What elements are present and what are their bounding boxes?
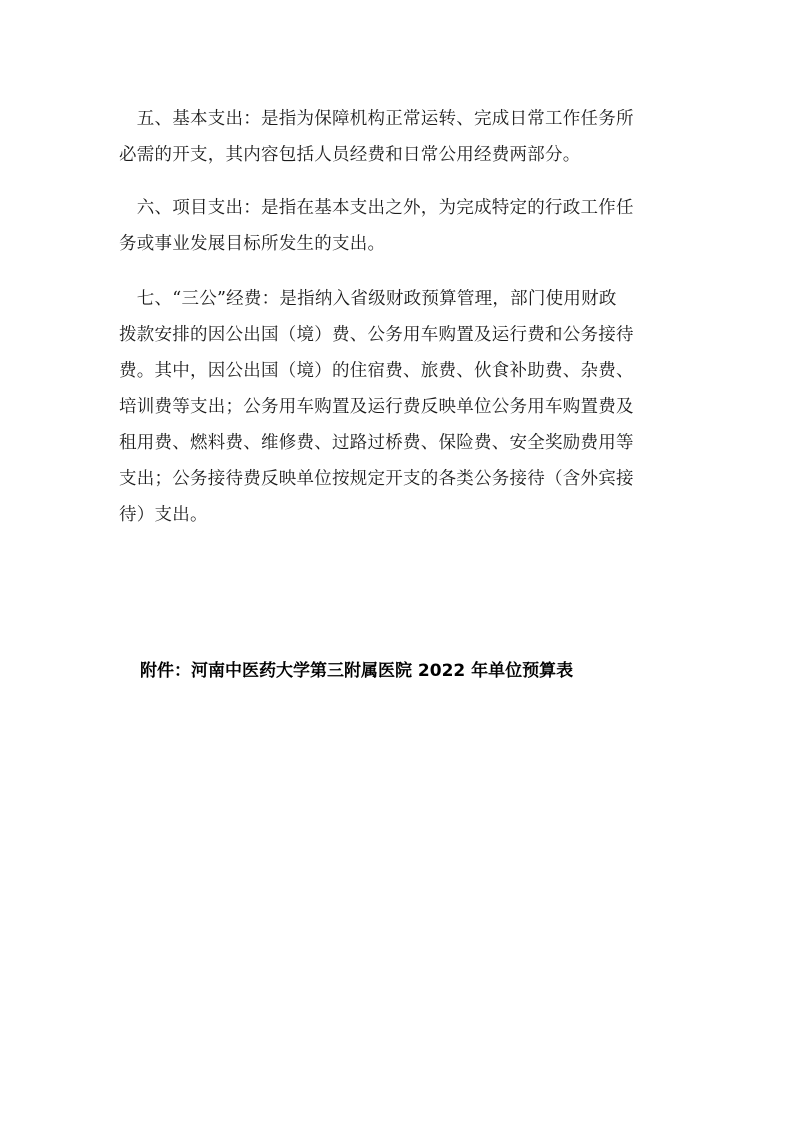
text-line: 培训费等支出；公务用车购置及运行费反映单位公务用车购置费及 (119, 397, 634, 417)
attachment-title: 附件：河南中医药大学第三附属医院 2022 年单位预算表 (140, 661, 574, 681)
text-line: 费。其中，因公出国（境）的住宿费、旅费、伙食补助费、杂费、 (119, 361, 634, 381)
paragraph-three-public-expenses (119, 281, 667, 533)
paragraph-basic-expenditure (119, 101, 667, 173)
paragraph-project-expenditure (119, 190, 667, 262)
text-line: 待）支出。 (119, 505, 208, 525)
text-line: 六、项目支出：是指在基本支出之外，为完成特定的行政工作任 (119, 198, 634, 218)
text-line: 务或事业发展目标所发生的支出。 (119, 234, 386, 254)
text-line: 拨款安排的因公出国（境）费、公务用车购置及运行费和公务接待 (119, 325, 634, 345)
text-line: 租用费、燃料费、维修费、过路过桥费、保险费、安全奖励费用等 (119, 433, 634, 453)
text-line: 支出；公务接待费反映单位按规定开支的各类公务接待（含外宾接 (119, 469, 634, 489)
text-line: 七、“三公”经费：是指纳入省级财政预算管理，部门使用财政 (119, 289, 617, 309)
text-line: 五、基本支出：是指为保障机构正常运转、完成日常工作任务所 (119, 109, 634, 129)
text-line: 必需的开支，其内容包括人员经费和日常公用经费两部分。 (119, 145, 581, 165)
